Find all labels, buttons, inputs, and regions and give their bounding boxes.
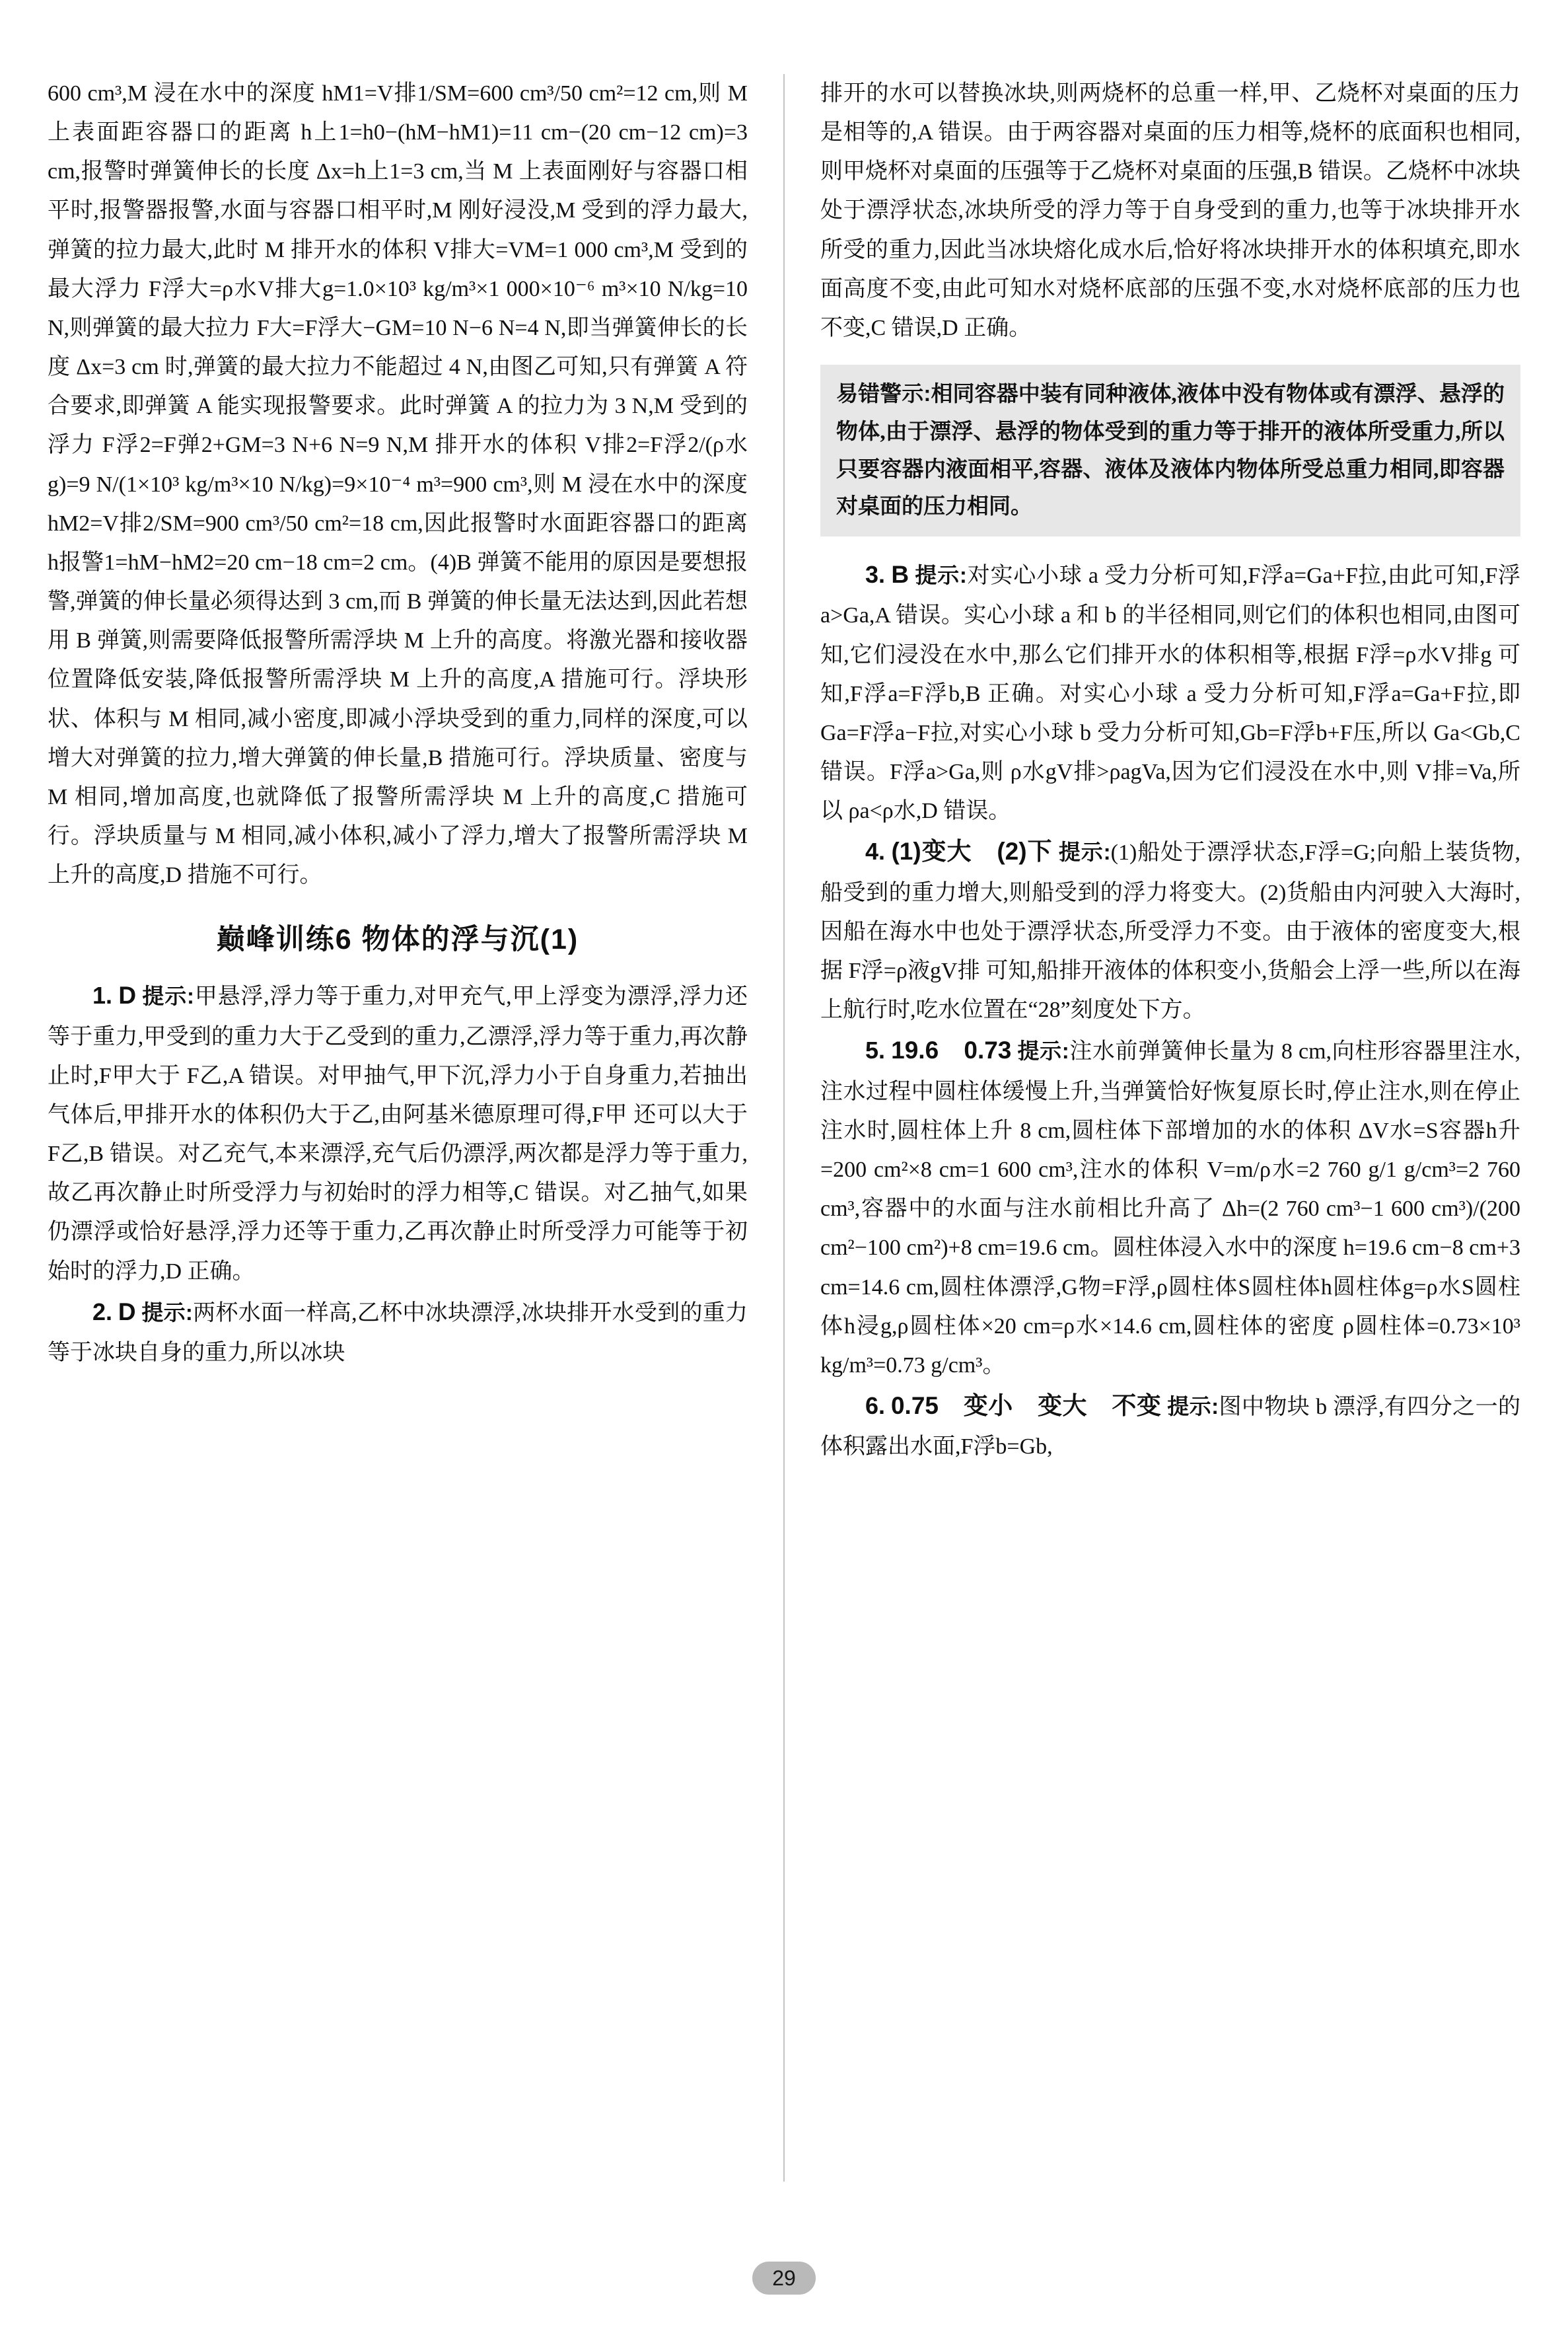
answer-6-hint-label: 提示: [1167,1394,1219,1419]
answer-2 [48,1291,748,1373]
answer-1 [48,975,748,1290]
answer-2-body: 两杯水面一样高,乙杯中冰块漂浮,冰块排开水受到的重力等于冰块自身的重力,所以冰块 [48,1300,748,1366]
answer-5-body: 注水前弹簧伸长量为 8 cm,向柱形容器里注水,注水过程中圆柱体缓慢上升,当弹簧恰好恢复原长时,停止注水,则在停止注水时,圆柱体上升 8 cm,圆柱体下部增加的水的体积 ΔV水=S容器h升=200 cm²×8 cm=1 600 cm³,注水的体积 V=m/ρ水=2 760 g/1 g/cm³=2 760 cm³,容器中的水面与注水前相比升高了 Δh=(2 760 cm³−1 600 cm³)/(200 cm²−100 cm²)+8 cm=19.6 cm。圆柱体浸入水中的深度 h=19.6 cm−8 cm+3 cm=14.6 cm,圆柱体漂浮,G物=F浮,ρ圆柱体S圆柱体h圆柱体g=ρ水S圆柱体h浸g,ρ圆柱体×20 cm=ρ水×14.6 cm,圆柱体的密度 ρ圆柱体=0.73×10³ kg/m³=0.73 g/cm³。 [820,1039,1521,1378]
answer-4-value: (1)变大 (2)下 [891,838,1053,866]
answer-3 [820,554,1520,830]
answer-3-value: B [891,561,909,589]
right-column [785,74,1520,2182]
answer-4-hint-label: 提示: [1058,840,1111,865]
answer-1-body: 甲悬浮,浮力等于重力,对甲充气,甲上浮变为漂浮,浮力还等于重力,甲受到的重力大于乙受到的重力,乙漂浮,浮力等于重力,再次静止时,F甲大于 F乙,A 错误。对甲抽气,甲下沉,浮力小于自身重力,若抽出气体后,甲排开水的体积仍大于乙,由阿基米德原理可得,F甲 还可以大于 F乙,B 错误。对乙充气,本来漂浮,充气后仍漂浮,两次都是浮力等于重力,故乙再次静止时所受浮力与初始时的浮力相等,C 错误。对乙抽气,如果仍漂浮或恰好悬浮,浮力还等于重力,乙再次静止时所受浮力可能等于初始时的浮力,D 正确。 [48,984,748,1284]
answer-6-number: 6. [865,1392,886,1420]
right-continuation-paragraph: 排开的水可以替换冰块,则两烧杯的总重一样,甲、乙烧杯对桌面的压力是相等的,A 错误。由于两容器对桌面的压力相等,烧杯的底面积也相同,则甲烧杯对桌面的压强等于乙烧杯对桌面的压强,B 错误。乙烧杯中冰块处于漂浮状态,冰块所受的浮力等于自身受到的重力,也等于冰块排开水所受的重力,因此当冰块熔化成水后,恰好将冰块排开水的体积填充,即水面高度不变,由此可知水对烧杯底部的压强不变,水对烧杯底部的压力也不变,C 错误,D 正确。 [820,81,1520,340]
answer-2-number: 2. [92,1298,113,1325]
answer-4 [820,830,1520,1029]
answer-2-hint-label: 提示: [141,1300,193,1325]
answer-3-hint-label: 提示: [915,563,967,588]
page-number-text: 29 [772,2266,796,2290]
answer-5-number: 5. [865,1037,886,1064]
answer-5 [820,1029,1520,1385]
answer-6-value: 0.75 变小 变大 不变 [890,1392,1162,1420]
section-heading: 巅峰训练6 物体的浮与沉(1) [216,924,579,956]
answer-5-hint-label: 提示: [1017,1039,1069,1064]
answer-4-number: 4. [865,838,886,866]
two-column-layout [48,74,1520,2182]
answer-6-body: 图中物块 b 漂浮,有四分之一的体积露出水面,F浮b=Gb, [820,1395,1521,1459]
answer-3-body: 对实心小球 a 受力分析可知,F浮a=Ga+F拉,由此可知,F浮a>Ga,A 错误。实心小球 a 和 b 的半径相同,则它们的体积也相同,由图可知,它们浸没在水中,那么它们排开水的体积相等,根据 F浮=ρ水V排g 可知,F浮a=F浮b,B 正确。对实心小球 a 受力分析可知,F浮a=Ga+F拉,即 Ga=F浮a−F拉,对实心小球 b 受力分析可知,Gb=F浮b+F压,所以 Ga<Gb,C 错误。F浮a>Ga,则 ρ水gV排>ρagVa,因为它们浸没在水中,则 V排=Va,所以 ρa<ρ水,D 错误。 [820,564,1521,824]
answer-1-hint-label: 提示: [142,984,195,1009]
answer-4-body: (1)船处于漂浮状态,F浮=G;向船上装货物,船受到的重力增大,则船受到的浮力将变大。(2)货船由内河驶入大海时,因船在海水中也处于漂浮状态,所受浮力不变。由于液体的密度变大,根据 F浮=ρ液gV排 可知,船排开液体的体积变小,货船会上浮一些,所以在海上航行时,吃水位置在“28”刻度处下方。 [820,840,1520,1023]
page-number-badge [752,2262,816,2295]
warning-label: 易错警示: [836,381,931,406]
answer-1-value: D [118,982,137,1010]
answer-5-value: 19.6 0.73 [891,1037,1012,1064]
answer-1-number: 1. [92,982,113,1010]
answer-6 [820,1385,1520,1467]
warning-body: 相同容器中装有同种液体,液体中没有物体或有漂浮、悬浮的物体,由于漂浮、悬浮的物体受到的重力等于排开的液体所受重力,所以只要容器内液面相平,容器、液体及液体内物体所受总重力相同,即容器对桌面的压力相同。 [836,383,1505,519]
warning-box [820,365,1520,536]
answer-2-value: D [118,1298,136,1325]
left-column [48,74,783,2182]
answer-3-number: 3. [865,561,886,589]
left-continuation-paragraph: 600 cm³,M 浸在水中的深度 hM1=V排1/SM=600 cm³/50 cm²=12 cm,则 M 上表面距容器口的距离 h上1=h0−(hM−hM1)=11 cm−(20 cm−12 cm)=3 cm,报警时弹簧伸长的长度 Δx=h上1=3 cm,当 M 上表面刚好与容器口相平时,报警器报警,水面与容器口相平时,M 刚好浸没,M 受到的浮力最大,弹簧的拉力最大,此时 M 排开水的体积 V排大=VM=1 000 cm³,M 受到的最大浮力 F浮大=ρ水V排大g=1.0×10³ kg/m³×1 000×10⁻⁶ m³×10 N/kg=10 N,则弹簧的最大拉力 F大=F浮大−GM=10 N−6 N=4 N,即当弹簧伸长的长度 Δx=3 cm 时,弹簧的最大拉力不能超过 4 N,由图乙可知,只有弹簧 A 符合要求,即弹簧 A 能实现报警要求。此时弹簧 A 的拉力为 3 N,M 受到的浮力 F浮2=F弹2+GM=3 N+6 N=9 N,M 排开水的体积 V排2=F浮2/(ρ水g)=9 N/(1×10³ kg/m³×10 N/kg)=9×10⁻⁴ m³=900 cm³,则 M 浸在水中的深度 hM2=V排2/SM=900 cm³/50 cm²=18 cm,因此报警时水面距容器口的距离 h报警1=hM−hM2=20 cm−18 cm=2 cm。(4)B 弹簧不能用的原因是要想报警,弹簧的伸长量必须得达到 3 cm,而 B 弹簧的伸长量无法达到,因此若想用 B 弹簧,则需要降低报警所需浮块 M 上升的高度。将激光器和接收器位置降低安装,降低报警所需浮块 M 上升的高度,A 措施可行。浮块形状、体积与 M 相同,减小密度,即减小浮块受到的重力,同样的深度,可以增大对弹簧的拉力,增大弹簧的伸长量,B 措施可行。浮块质量、密度与 M 相同,增加高度,也就降低了报警所需浮块 M 上升的高度,C 措施可行。浮块质量与 M 相同,减小体积,减小了浮力,增大了报警所需浮块 M 上升的高度,D 措施不可行。 [48,81,748,888]
